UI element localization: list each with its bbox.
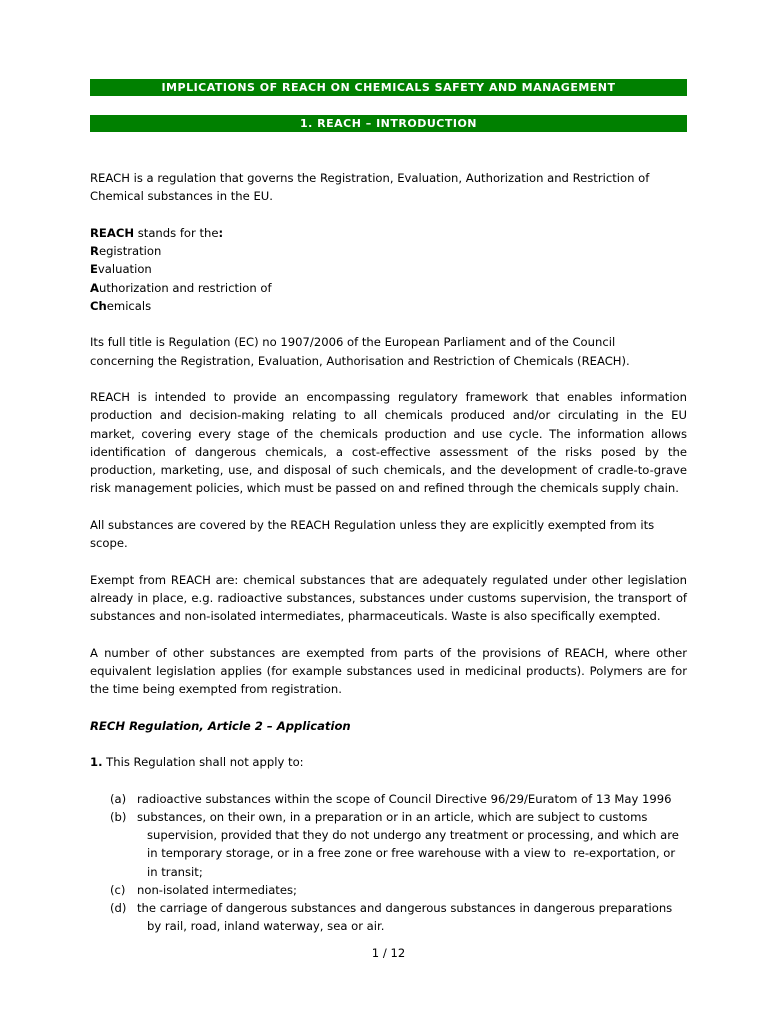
paragraph-line: REACH is intended to provide an encompassing regulatory framework that enables information xyxy=(90,390,687,404)
paragraph-line: equivalent legislation applies (for example substances used in medicinal products). Polymers are for xyxy=(90,663,687,678)
acronym-item xyxy=(90,260,687,278)
list-label: (b) xyxy=(110,809,127,824)
section-title: 1. REACH – INTRODUCTION xyxy=(299,117,477,130)
acronym-initial: R xyxy=(90,244,99,258)
coverage-paragraph xyxy=(90,516,687,553)
paragraph-line: the time being exempted from registration. xyxy=(90,682,342,696)
acronym-block xyxy=(90,224,687,315)
acronym-lead-colon: : xyxy=(218,225,224,240)
full-title-paragraph xyxy=(90,333,687,370)
exemption-item-a xyxy=(90,790,687,808)
clause-number: 1. xyxy=(90,755,103,769)
acronym-initial: E xyxy=(90,262,98,277)
paragraph-line: market, covering every stage of the chemicals production and use cycle. The information allows xyxy=(90,426,687,441)
document-title: IMPLICATIONS OF REACH ON CHEMICALS SAFETY AND MANAGEMENT xyxy=(161,81,616,94)
list-item-line: substances, on their own, in a preparation or in an article, which are subject to customs xyxy=(137,809,648,824)
list-label: (d) xyxy=(110,901,127,915)
paragraph-line: Exempt from REACH are: chemical substances that are adequately regulated under other legislation xyxy=(90,572,687,587)
paragraph-line: identification of dangerous chemicals, a cost-effective assessment of the risks posed by the xyxy=(90,444,687,459)
paragraph-line: risk management policies, which must be passed on and refined through the chemicals supply chain. xyxy=(90,481,679,496)
acronym-word-rest: valuation xyxy=(97,262,152,277)
list-item-line: in transit; xyxy=(147,864,203,879)
list-label: (c) xyxy=(110,882,126,897)
clause-line xyxy=(90,753,687,771)
paragraph-line: already in place, e.g. radioactive substances, substances under customs supervision, the transport of xyxy=(90,590,687,605)
framework-paragraph xyxy=(90,388,687,498)
document-title-bar xyxy=(90,79,687,96)
list-item-line: radioactive substances within the scope of Council Directive 96/29/Euratom of 13 May 1996 xyxy=(137,791,672,806)
acronym-lead xyxy=(90,224,687,242)
acronym-item xyxy=(90,279,687,297)
paragraph-line: Chemical substances in the EU. xyxy=(90,189,273,204)
clause-text: This Regulation shall not apply to: xyxy=(102,755,304,769)
paragraph-line: REACH is a regulation that governs the Registration, Evaluation, Authorization and Restriction of xyxy=(90,171,650,185)
acronym-initial: Ch xyxy=(90,298,107,313)
acronym-word-rest: emicals xyxy=(106,298,152,313)
list-item-line: the carriage of dangerous substances and dangerous substances in dangerous preparations xyxy=(137,901,673,915)
section-title-bar xyxy=(90,115,687,132)
paragraph-line: production and decision-making relating to all chemicals produced and/or circulating in the EU xyxy=(90,408,687,423)
paragraph-line: All substances are covered by the REACH Regulation unless they are explicitly exempted from its xyxy=(90,517,655,532)
list-item-line: supervision, provided that they do not undergo any treatment or processing, and which are xyxy=(147,828,679,842)
acronym-word-rest: uthorization and restriction of xyxy=(98,280,272,295)
acronym-item xyxy=(90,297,687,315)
paragraph-line: Its full title is Regulation (EC) no 1907/2006 of the European Parliament and of the Council xyxy=(90,335,616,350)
intro-paragraph xyxy=(90,169,687,206)
paragraph-line: production, marketing, use, and disposal of such chemicals, and the development of cradle-to-grave xyxy=(90,463,687,477)
acronym-initial: A xyxy=(90,280,99,295)
exemption-list xyxy=(90,790,687,936)
article-heading: RECH Regulation, Article 2 – Application xyxy=(90,718,351,733)
exempt-paragraph xyxy=(90,571,687,626)
list-item-line: non-isolated intermediates; xyxy=(137,882,297,897)
page-indicator: 1 / 12 xyxy=(371,946,406,960)
acronym-lead-text: stands for the xyxy=(134,225,219,240)
exemption-item-d xyxy=(90,899,687,936)
acronym-lead-bold: REACH xyxy=(90,225,135,240)
list-label: (a) xyxy=(110,791,127,806)
acronym-word-rest: egistration xyxy=(98,244,162,258)
paragraph-line: A number of other substances are exempted from parts of the provisions of REACH, where other xyxy=(90,645,687,660)
list-item-line: in temporary storage, or in a free zone or free warehouse with a view to re-exportation, or xyxy=(147,846,676,861)
paragraph-line: substances and non-isolated intermediates, pharmaceuticals. Waste is also specifically exempted. xyxy=(90,609,661,623)
list-item-line: by rail, road, inland waterway, sea or air. xyxy=(147,919,385,934)
acronym-item xyxy=(90,242,687,260)
exemption-item-b xyxy=(90,808,687,881)
paragraph-line: concerning the Registration, Evaluation, Authorisation and Restriction of Chemicals (REACH). xyxy=(90,353,630,368)
partial-exemption-paragraph xyxy=(90,644,687,699)
exemption-item-c xyxy=(90,881,687,899)
document-body xyxy=(90,169,687,954)
paragraph-line: scope. xyxy=(90,536,128,550)
